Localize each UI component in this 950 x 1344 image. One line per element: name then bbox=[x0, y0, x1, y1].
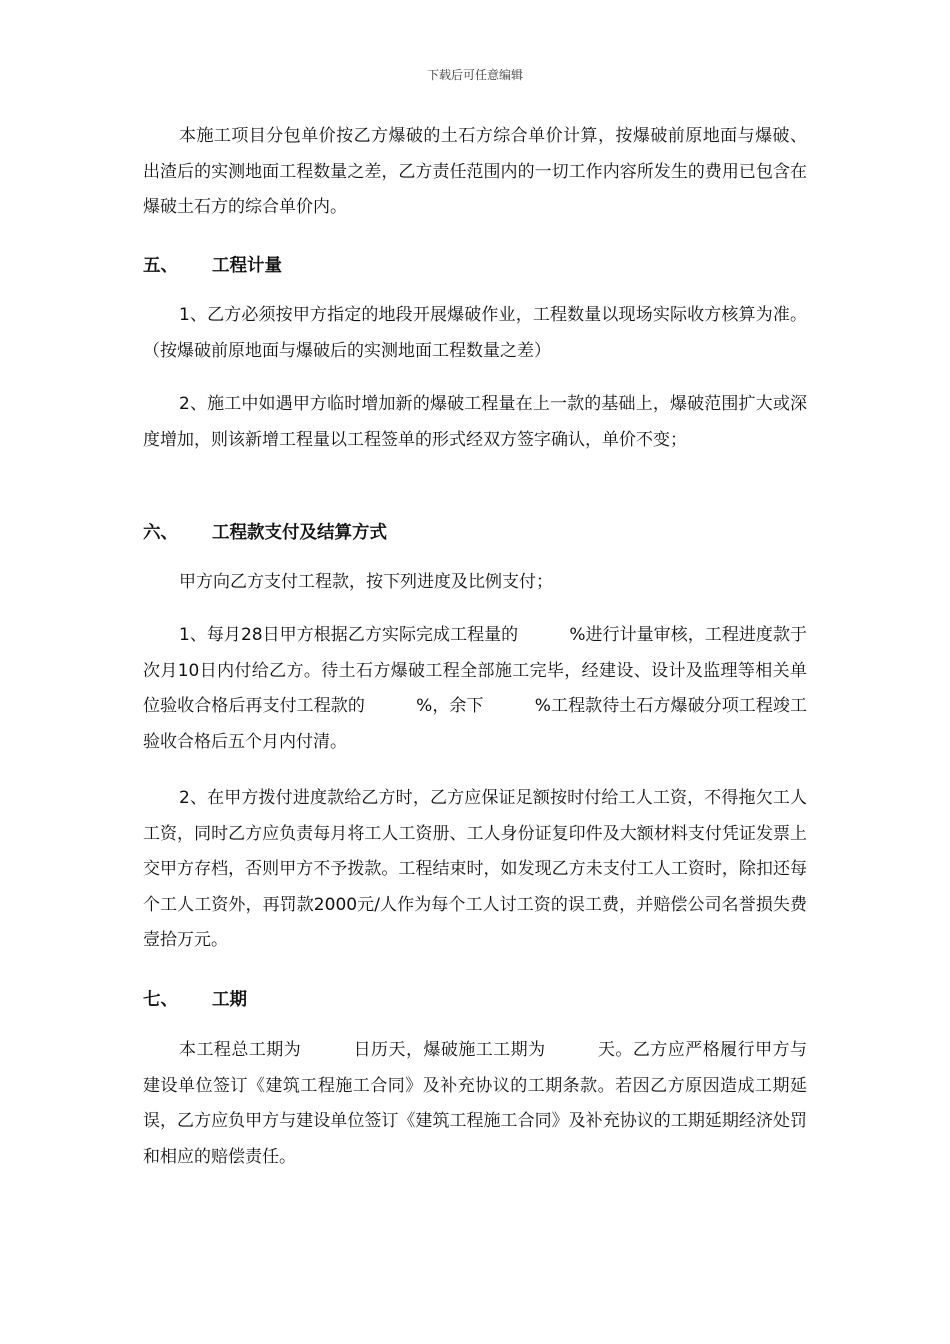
section-seven-heading bbox=[143, 988, 247, 1012]
page-header-note: 下载后可任意编辑 bbox=[426, 68, 523, 82]
section-five-title: 工程计量 bbox=[212, 256, 282, 276]
section-six-heading bbox=[143, 521, 387, 545]
section-five-number: 五、 bbox=[143, 256, 178, 276]
section-six-number: 六、 bbox=[143, 523, 178, 543]
section-six-paragraph-2: 2、在甲方拨付进度款给乙方时，乙方应保证足额按时付给工人工资，不得拖欠工人工资，同时乙方应负责每月将工人工资册、工人身份证复印件及大额材料支付凭证发票上交甲方存档，否则甲方不予拨款。工程结束时，如发现乙方未支付工人工资时，除扣还每个工人工资外，再罚款2000元/人作为每个工人讨工资的误工费，并赔偿公司名誉损失费壹拾万元。 bbox=[143, 788, 807, 950]
section-seven-paragraph-1: 本工程总工期为 日历天，爆破施工工期为 天。乙方应严格履行甲方与建设单位签订《建筑工程施工合同》及补充协议的工期条款。若因乙方原因造成工期延误，乙方应负甲方与建设单位签订《建筑工程施工合同》及补充协议的工期延期经济处罚和相应的赔偿责任。 bbox=[143, 1040, 807, 1167]
section-six-intro: 甲方向乙方支付工程款，按下列进度及比例支付； bbox=[179, 572, 553, 592]
intro-paragraph: 本施工项目分包单价按乙方爆破的土石方综合单价计算，按爆破前原地面与爆破、出渣后的实测地面工程数量之差，乙方责任范围内的一切工作内容所发生的费用已包含在爆破土石方的综合单价内。 bbox=[143, 126, 807, 217]
section-seven-number: 七、 bbox=[143, 990, 178, 1010]
section-six-title: 工程款支付及结算方式 bbox=[212, 523, 387, 543]
section-six-paragraph-1: 1、每月28日甲方根据乙方实际完成工程量的 %进行计量审核，工程进度款于次月10日内付给乙方。待土石方爆破工程全部施工完毕，经建设、设计及监理等相关单位验收合格后再支付工程款的 %，余下 %工程款待土石方爆破分项工程竣工验收合格后五个月内付清。 bbox=[143, 625, 807, 752]
section-seven-title: 工期 bbox=[212, 990, 247, 1010]
section-five-paragraph-2: 2、施工中如遇甲方临时增加新的爆破工程量在上一款的基础上，爆破范围扩大或深度增加，则该新增工程量以工程签单的形式经双方签字确认，单价不变； bbox=[143, 394, 807, 450]
section-five-heading bbox=[143, 254, 282, 278]
section-five-paragraph-1: 1、乙方必须按甲方指定的地段开展爆破作业，工程数量以现场实际收方核算为准。（按爆破前原地面与爆破后的实测地面工程数量之差） bbox=[143, 305, 807, 361]
